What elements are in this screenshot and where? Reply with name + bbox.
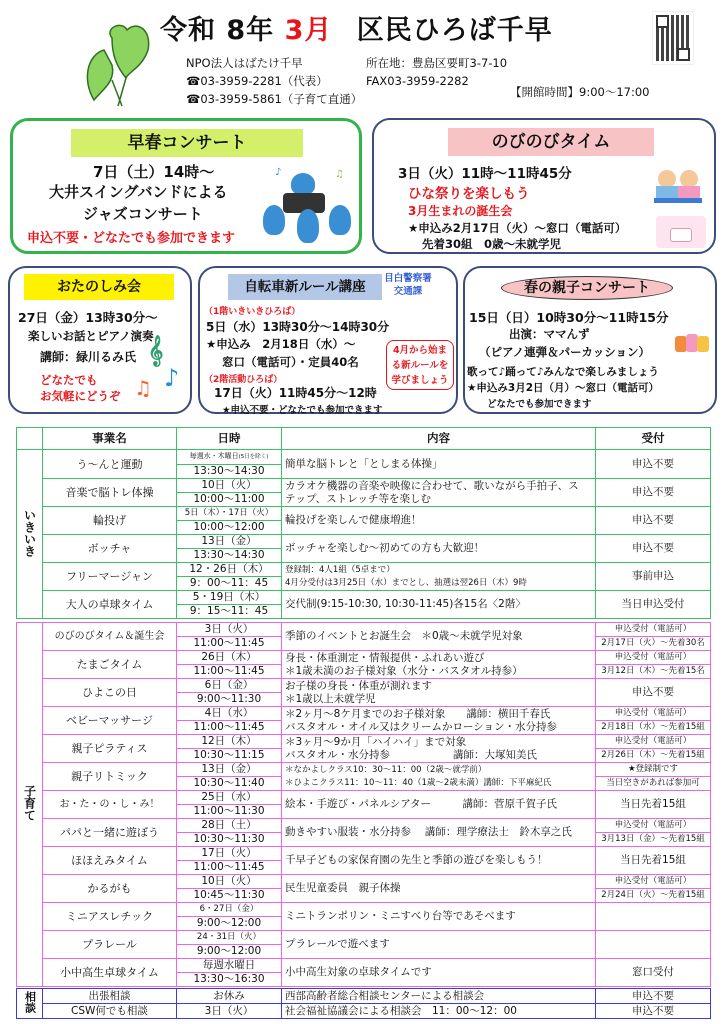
qr-code-icon[interactable] (653, 12, 693, 64)
event-name: 輪投げ (43, 507, 177, 535)
event-date: 24・31日（火） (177, 931, 282, 945)
address: 所在地：豊島区要町3-7-10 (366, 56, 508, 70)
header-content: 内容 (282, 428, 596, 450)
nobinobi-apply: ★申込み2月17日（火）～窓口（電話可） (408, 221, 627, 235)
event-reception-detail: 当日空きがあれば参加可 (596, 777, 711, 791)
event-time: 9:00～11:30 (177, 693, 282, 707)
content-line1: ＊なかよしクラス10：30～11：00（2歳～就学前） (285, 764, 487, 775)
event-content: 西部高齢者総合相談センターによる相談会 (282, 989, 596, 1004)
phone-child: ☎03-3959-5861（子育て直通） (186, 92, 363, 106)
header-event-name: 事業名 (43, 428, 177, 450)
content-line1: 動きやすい服装・水分持参 講師：理学療法士 鈴木享之氏 (285, 826, 572, 838)
event-date: お休み (177, 989, 282, 1004)
event-reception (596, 931, 711, 959)
event-time: 9:00～12:00 (177, 917, 282, 931)
event-time: 11:00～11:45 (177, 861, 282, 875)
event-date: 26日（木） (177, 651, 282, 665)
event-reception (596, 903, 711, 931)
event-reception: 申込不要 (596, 679, 711, 707)
spring-concert-band: 大井スイングバンドによる (49, 183, 228, 201)
table-row (17, 707, 711, 721)
event-date (177, 450, 282, 465)
table-row (17, 679, 711, 693)
category-kosodate (17, 623, 43, 987)
content-line2: テップ、ストレッチ等を楽しむ (285, 492, 432, 505)
title-facility: 区民ひろば千早 (356, 15, 553, 46)
spring-concert-title: 早春コンサート (71, 129, 303, 157)
event-content: 輪投げを楽しんで健康増進！ (282, 507, 596, 535)
content-line2: 4月分受付は3月25日（水）までとし、抽選は翌26日（木）9時 (285, 577, 527, 588)
content-line1: 民生児童委員 親子体操 (285, 882, 401, 894)
event-date: 6・27日（金） (177, 903, 282, 917)
table-row (17, 847, 711, 861)
event-reception-detail: 2月18日（水）～先着15組 (596, 721, 711, 735)
bicycle-note: ★申込不要・どなたでも参加できます (222, 405, 383, 416)
header-category (17, 428, 43, 450)
event-content (282, 903, 596, 931)
event-time: 11:00～11:45 (177, 665, 282, 679)
event-reception: 申込不要 (596, 507, 711, 535)
event-name: ほほえみタイム (43, 847, 177, 875)
date-text: 毎週水・木曜日 (189, 452, 239, 460)
event-content (282, 875, 596, 903)
table-row (17, 591, 711, 605)
event-date: 28日（土） (177, 819, 282, 833)
event-time: 9:00～12:00 (177, 945, 282, 959)
event-time: 10:30～11:30 (177, 833, 282, 847)
bicycle-place2: （2階活動ひろば） (204, 375, 283, 385)
event-date: 12日（木） (177, 735, 282, 749)
content-line2: バスタオル・オイル又はクリームかローション・水分持参 (285, 720, 558, 733)
table-row (17, 479, 711, 493)
event-date: 3日（火） (177, 623, 282, 637)
content-line1: 登録制：4人1組（5卓まで） (285, 564, 395, 575)
event-reception-detail: 3月13日（金）～先着15組 (596, 833, 711, 847)
title-year: 令和 8年 (160, 15, 275, 46)
content-line1: 千早子どもの家保育園の先生と季節の遊びを楽しもう！ (285, 854, 548, 866)
event-reception: 申込不要 (596, 450, 711, 479)
category-label: 子育て (22, 785, 37, 821)
table-row (17, 819, 711, 833)
event-content (282, 679, 596, 707)
otanoshimi-card (8, 266, 192, 414)
address-block (366, 54, 507, 90)
parent-concert-tagline: 歌って♪踊って♪みんなで楽しみましょう (467, 366, 659, 378)
event-reception: 事前申込 (596, 563, 711, 591)
event-reception: 申込不要 (596, 535, 711, 563)
event-reception: ★登録制です (596, 763, 711, 777)
event-date: 10日（火） (177, 875, 282, 889)
beamed-notes-icon: ♫ (134, 376, 152, 400)
event-reception: 申込受付（電話可） (596, 651, 711, 665)
event-content: ボッチャを楽しむ～初めての方も大歓迎！ (282, 535, 596, 563)
date-note: (5日を除く) (238, 454, 269, 460)
leaf-logo-icon (82, 20, 154, 108)
police-dept-label (382, 272, 434, 298)
parent-concert-date: 15日（日）10時30分～11時15分 (469, 310, 669, 325)
content-line1: 身長・体重測定・情報提供・ふれあい遊び (285, 651, 485, 664)
parent-concert-card (463, 266, 717, 414)
content-line1: プラレールで遊べます (285, 938, 390, 950)
event-name: 大人の卓球タイム (43, 591, 177, 619)
event-reception-detail: 2月24日（火）～先着15組 (596, 889, 711, 903)
table-row (17, 651, 711, 665)
event-name: のびのびタイム＆誕生会 (43, 623, 177, 651)
opening-hours: 【開館時間】9:00～17:00 (510, 85, 650, 99)
bicycle-title: 自転車新ルール講座 (228, 274, 382, 300)
content-line1: ＊3ヶ月～9か月「ハイハイ」まで対象 (285, 735, 467, 748)
event-date: 13日（金） (177, 535, 282, 549)
bicycle-capacity: 窓口（電話可）・定員40名 (222, 355, 359, 369)
event-content (282, 623, 596, 651)
event-content (282, 735, 596, 763)
table-row (17, 450, 711, 465)
soudan-table (16, 988, 711, 1019)
phone-main: ☎03-3959-2281（代表） (186, 74, 328, 88)
penguin-band-illustration-icon: ♪ ♫ (263, 171, 353, 251)
event-name: フリーマージャン (43, 563, 177, 591)
treble-clef-icon: 𝄞 (148, 336, 164, 366)
parent-concert-instruments: （ピアノ連弾＆パーカッション） (479, 345, 651, 359)
category-label: 相談 (23, 991, 37, 1013)
event-reception: 申込不要 (596, 479, 711, 507)
animals-illustration-icon (675, 328, 709, 354)
otanoshimi-note1: どなたでも (40, 373, 98, 387)
otanoshimi-date: 27日（金）13時30分～ (18, 310, 158, 325)
event-time: 9：15～11：45 (177, 605, 282, 619)
music-note-icon: ♪ (164, 364, 180, 392)
table-row (17, 931, 711, 945)
event-name: プラレール (43, 931, 177, 959)
event-time: 11:00～11:45 (177, 637, 282, 651)
kosodate-table (16, 622, 711, 987)
org-info (186, 54, 362, 108)
category-soudan (17, 989, 43, 1019)
fax: FAX03-3959-2282 (366, 74, 469, 88)
parent-concert-apply: ★申込み3月2日（月）～窓口（電話可） (467, 382, 660, 394)
event-name: たまごタイム (43, 651, 177, 679)
event-time: 13:30～14:30 (177, 549, 282, 563)
event-name: CSW何でも相談 (43, 1004, 177, 1019)
event-reception: 窓口受付 (596, 959, 711, 987)
event-reception: 申込受付（電話可） (596, 819, 711, 833)
nobinobi-date: 3日（火）11時～11時45分 (398, 166, 572, 182)
event-reception: 申込受付（電話可） (596, 875, 711, 889)
callout-line3: 学びましょう (391, 375, 449, 386)
callout-line1: 4月から始ま (392, 345, 448, 356)
event-time: 11:00～11:30 (177, 805, 282, 819)
spring-concert-date: 7日（土）14時～ (93, 163, 215, 181)
event-reception: 申込不要 (596, 1004, 711, 1019)
table-row (17, 763, 711, 777)
event-content (282, 791, 596, 819)
event-time: 10:00～11:00 (177, 493, 282, 507)
event-time: 13:30～14:30 (177, 465, 282, 479)
event-name: 出張相談 (43, 989, 177, 1004)
table-row (17, 535, 711, 549)
content-line1: 小中高生対象の卓球タイムです (285, 966, 432, 978)
event-time: 10:00～12:00 (177, 521, 282, 535)
table-row (17, 791, 711, 805)
event-time: 10:30～11:40 (177, 777, 282, 791)
event-content: 社会福祉協議会による相談会 11：00～12：00 (282, 1004, 596, 1019)
header-reception: 受付 (596, 428, 711, 450)
event-date: 3日（火） (177, 1004, 282, 1019)
event-name: ひよこの日 (43, 679, 177, 707)
event-date: 10日（火） (177, 479, 282, 493)
event-name: 親子ピラティス (43, 735, 177, 763)
org-name: NPO法人はばたけ千早 (186, 56, 303, 70)
event-name: 音楽で脳トレ体操 (43, 479, 177, 507)
nobinobi-card (372, 118, 716, 254)
table-row (17, 1004, 711, 1019)
nobinobi-title: のびのびタイム (448, 128, 654, 156)
event-content (282, 563, 596, 591)
event-name: お・た・の・し・み！ (43, 791, 177, 819)
event-date: 5日（木）・17日（火） (177, 507, 282, 521)
event-reception: 申込受付（電話可） (596, 707, 711, 721)
event-content: 簡単な脳トレと「としまる体操」 (282, 450, 596, 479)
hina-dolls-illustration-icon (654, 160, 702, 204)
event-name: ミニアスレチック (43, 903, 177, 931)
table-row (17, 563, 711, 577)
table-header-row (17, 428, 711, 450)
event-time: 13:30～16:30 (177, 973, 282, 987)
event-name: 親子リトミック (43, 763, 177, 791)
event-time: 11:00～11:45 (177, 721, 282, 735)
event-content (282, 479, 596, 507)
otanoshimi-title: おたのしみ会 (24, 274, 174, 300)
event-name: ボッチャ (43, 535, 177, 563)
event-name: う～んと運動 (43, 450, 177, 479)
parent-concert-title: 春の親子コンサート (501, 276, 673, 300)
spring-concert-genre: ジャズコンサート (83, 205, 203, 223)
event-reception: 当日先着15組 (596, 791, 711, 819)
nobinobi-capacity: 先着30組 0歳～未就学児 (422, 237, 562, 251)
content-line1: ミニトランポリン・ミニすべり台等であそべます (285, 910, 516, 922)
content-line2: ＊ひよこクラス11：10～11：40（1歳～2歳未満）講師：下平麻紀氏 (285, 777, 552, 788)
otanoshimi-desc: 楽しいお話とピアノ演奏 (28, 329, 154, 343)
content-line1: カラオケ機器の音楽や映像に合わせて、歌いながら手拍子、ス (285, 479, 579, 492)
event-date: 17日（火） (177, 847, 282, 861)
table-row (17, 989, 711, 1004)
bicycle-place1: （1階いきいきひろば） (204, 307, 301, 317)
spring-concert-card (10, 118, 362, 254)
content-line1: 季節のイベントとお誕生会 ＊0歳～未就学児対象 (285, 630, 523, 642)
content-line1: ＊2ヶ月～8ケ月までのお子様対象 講師：横田千春氏 (285, 707, 551, 720)
event-time: 10:45～11:30 (177, 889, 282, 903)
event-name: パパと一緒に遊ぼう (43, 819, 177, 847)
page-title (160, 8, 553, 47)
police-station: 目白警察署 (384, 273, 432, 284)
event-reception: 申込受付（電話可） (596, 735, 711, 749)
spring-concert-note: 申込不要・どなたでも参加できます (27, 231, 236, 246)
bicycle-date2: 17日（火）11時45分～12時 (214, 386, 377, 400)
table-row (17, 623, 711, 637)
event-time: 9：00～11：45 (177, 577, 282, 591)
table-row (17, 507, 711, 521)
content-line2: ＊1歳未満のお子様対象（水分・バスタオル持参） (285, 664, 523, 677)
event-date: 5・19日（木） (177, 591, 282, 605)
otanoshimi-note2: お気軽にどうぞ (40, 389, 121, 403)
title-month: 3月 (284, 15, 333, 46)
ikiiki-table (16, 427, 711, 619)
police-division: 交通課 (393, 286, 423, 297)
event-content (282, 763, 596, 791)
content-line1: お子様の身長・体重が測れます (285, 679, 432, 692)
callout-line2: る新ルールを (391, 360, 449, 371)
event-date: 6日（金） (177, 679, 282, 693)
event-name: ベビーマッサージ (43, 707, 177, 735)
birthday-cake-illustration-icon (656, 216, 706, 248)
table-row (17, 875, 711, 889)
parent-concert-performer: 出演：ママんず (509, 327, 590, 341)
event-reception: 当日申込受付 (596, 591, 711, 619)
event-content: 交代制(9:15-10:30, 10:30-11:45)各15名〈2階〉 (282, 591, 596, 619)
table-row (17, 735, 711, 749)
event-name: 小中高生卓球タイム (43, 959, 177, 987)
event-date: 4日（水） (177, 707, 282, 721)
otanoshimi-lecturer: 講師：緑川るみ氏 (40, 350, 137, 364)
content-line2: ＊1歳以上未就学児 (285, 692, 376, 705)
category-label: いきいき (22, 508, 37, 557)
event-name: かるがも (43, 875, 177, 903)
content-line1: 絵本・手遊び・パネルシアター 講師：菅原千賀子氏 (285, 798, 558, 810)
nobinobi-theme: ひな祭りを楽しもう (408, 186, 530, 202)
table-row (17, 959, 711, 973)
parent-concert-note: どなたでも参加できます (487, 399, 592, 410)
event-content (282, 959, 596, 987)
bicycle-apply: ★申込み 2月18日（水）～ (206, 337, 356, 351)
event-reception-detail: 2月26日（木）～先着15組 (596, 749, 711, 763)
event-reception-detail: 2月17日（火）～先着30名 (596, 637, 711, 651)
event-content (282, 847, 596, 875)
header-datetime: 日時 (177, 428, 282, 450)
event-content (282, 651, 596, 679)
event-content (282, 931, 596, 959)
event-reception: 当日先着15組 (596, 847, 711, 875)
table-row (17, 903, 711, 917)
event-reception: 申込受付（電話可） (596, 623, 711, 637)
content-line2: バスタオル・水分持参 講師：大塚知美氏 (285, 748, 537, 761)
event-reception-detail: 3月12日（木）～先着15名 (596, 665, 711, 679)
event-content (282, 819, 596, 847)
bicycle-date1: 5日（水）13時30分～14時30分 (206, 320, 390, 334)
category-ikiiki (17, 450, 43, 619)
event-time: 10:30～11:15 (177, 749, 282, 763)
event-date: 12・26日（木） (177, 563, 282, 577)
event-date: 毎週水曜日 (177, 959, 282, 973)
event-content (282, 707, 596, 735)
event-date: 25日（水） (177, 791, 282, 805)
event-date: 13日（金） (177, 763, 282, 777)
bicycle-rules-card (198, 266, 458, 414)
nobinobi-birthday: 3月生まれの誕生会 (408, 204, 513, 218)
event-reception: 申込不要 (596, 989, 711, 1004)
callout-bubble (386, 340, 454, 390)
